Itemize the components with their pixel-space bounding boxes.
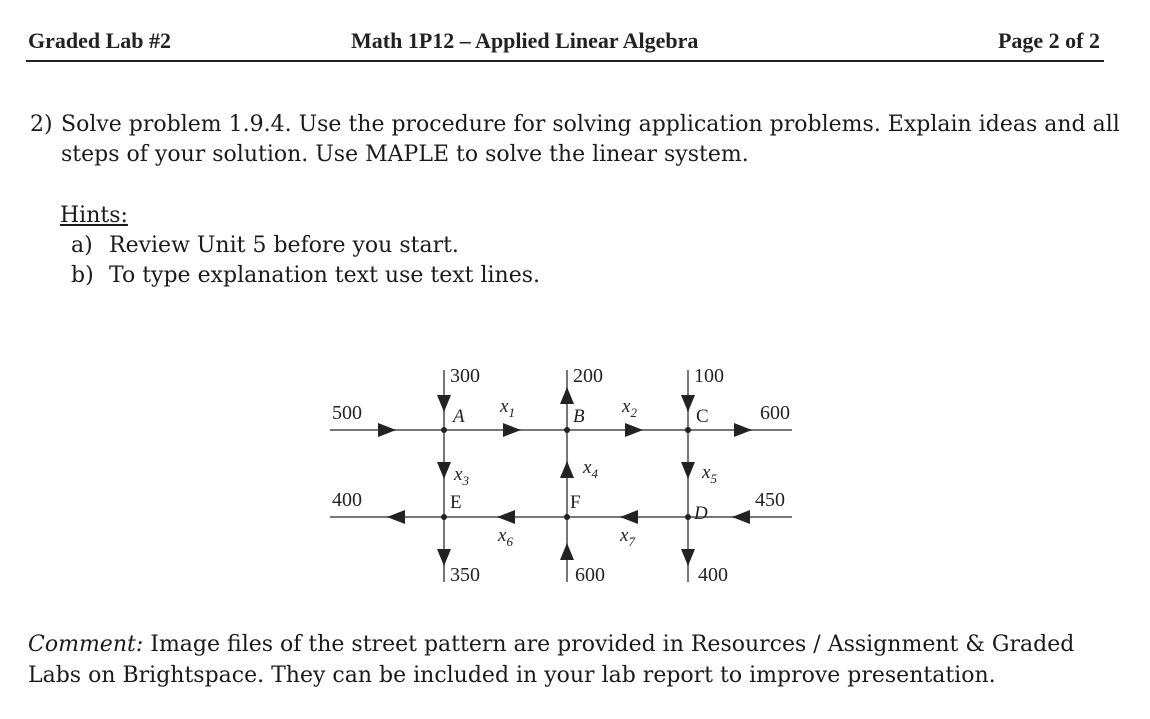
comment-lead: Comment:	[28, 632, 144, 657]
variable-x5: $x_5$	[702, 462, 717, 486]
intersection-dot	[685, 427, 691, 433]
variable-x1: $x_1$	[500, 396, 515, 420]
intersection-dot	[441, 514, 447, 520]
node-b-label: B	[573, 406, 585, 427]
arrow-down-icon	[681, 549, 695, 566]
flow-right-bottom: 450	[755, 489, 785, 511]
variable-x7: $x_7$	[620, 525, 635, 549]
variable-x3: $x_3$	[454, 464, 469, 488]
hints-title: Hints:	[60, 203, 128, 228]
variable-x2: $x_2$	[622, 396, 637, 420]
flow-left-bottom: 400	[332, 489, 362, 511]
node-f-label: F	[570, 492, 581, 513]
arrow-down-icon	[437, 462, 451, 479]
arrow-left-icon	[732, 510, 750, 524]
arrow-left-icon	[620, 510, 638, 524]
course-title: Math 1P12 – Applied Linear Algebra	[351, 28, 699, 53]
intersection-dot	[564, 514, 570, 520]
problem-number: 2)	[30, 112, 53, 137]
arrow-left-icon	[497, 510, 515, 524]
lab-title: Graded Lab #2	[28, 28, 172, 53]
node-a-label: A	[453, 406, 465, 427]
problem-statement	[30, 110, 1120, 170]
page-header	[26, 26, 1104, 62]
flow-bottom-d: 400	[698, 564, 728, 586]
page-number: Page 2 of 2	[997, 28, 1100, 53]
intersection-dot	[685, 514, 691, 520]
arrow-left-icon	[387, 510, 405, 524]
node-e-label: E	[450, 492, 462, 513]
arrow-right-icon	[734, 423, 752, 437]
flow-bottom-e: 350	[450, 564, 480, 586]
hint-text: Review Unit 5 before you start.	[109, 233, 459, 258]
hint-item	[71, 263, 540, 288]
arrow-down-icon	[681, 462, 695, 479]
arrow-up-icon	[560, 461, 574, 478]
intersection-dot	[441, 427, 447, 433]
arrow-down-icon	[437, 395, 451, 412]
flow-top-b: 200	[573, 365, 603, 387]
hint-label: a)	[71, 233, 93, 258]
flow-bottom-f: 600	[575, 564, 605, 586]
flow-top-c: 100	[694, 365, 724, 387]
flow-right-top: 600	[760, 402, 790, 424]
arrow-right-icon	[503, 423, 521, 437]
problem-text: Solve problem 1.9.4. Use the procedure for solving application problems. Explain ideas and all steps of your solution. Use MAPLE to solve the linear system.	[61, 112, 1120, 167]
flow-left-top: 500	[332, 402, 362, 424]
node-d-label: D	[694, 503, 708, 524]
node-c-label: C	[696, 406, 709, 427]
arrow-right-icon	[625, 423, 643, 437]
hint-item	[71, 233, 459, 258]
comment-text: Image files of the street pattern are provided in Resources / Assignment & Graded Labs on Brightspace. They can be included in your lab report to improve presentation.	[28, 632, 1075, 688]
variable-x4: $x_4$	[583, 457, 598, 481]
arrow-down-icon	[437, 549, 451, 566]
arrow-right-icon	[378, 423, 396, 437]
hint-text: To type explanation text use text lines.	[109, 263, 541, 288]
arrow-up-icon	[560, 387, 574, 404]
hint-label: b)	[71, 263, 94, 288]
arrow-up-icon	[560, 543, 574, 560]
arrow-down-icon	[681, 395, 695, 412]
variable-x6: $x_6$	[498, 525, 513, 549]
comment-paragraph	[28, 629, 1128, 691]
intersection-dot	[564, 427, 570, 433]
street-network-figure	[320, 360, 810, 595]
flow-top-a: 300	[450, 365, 480, 387]
